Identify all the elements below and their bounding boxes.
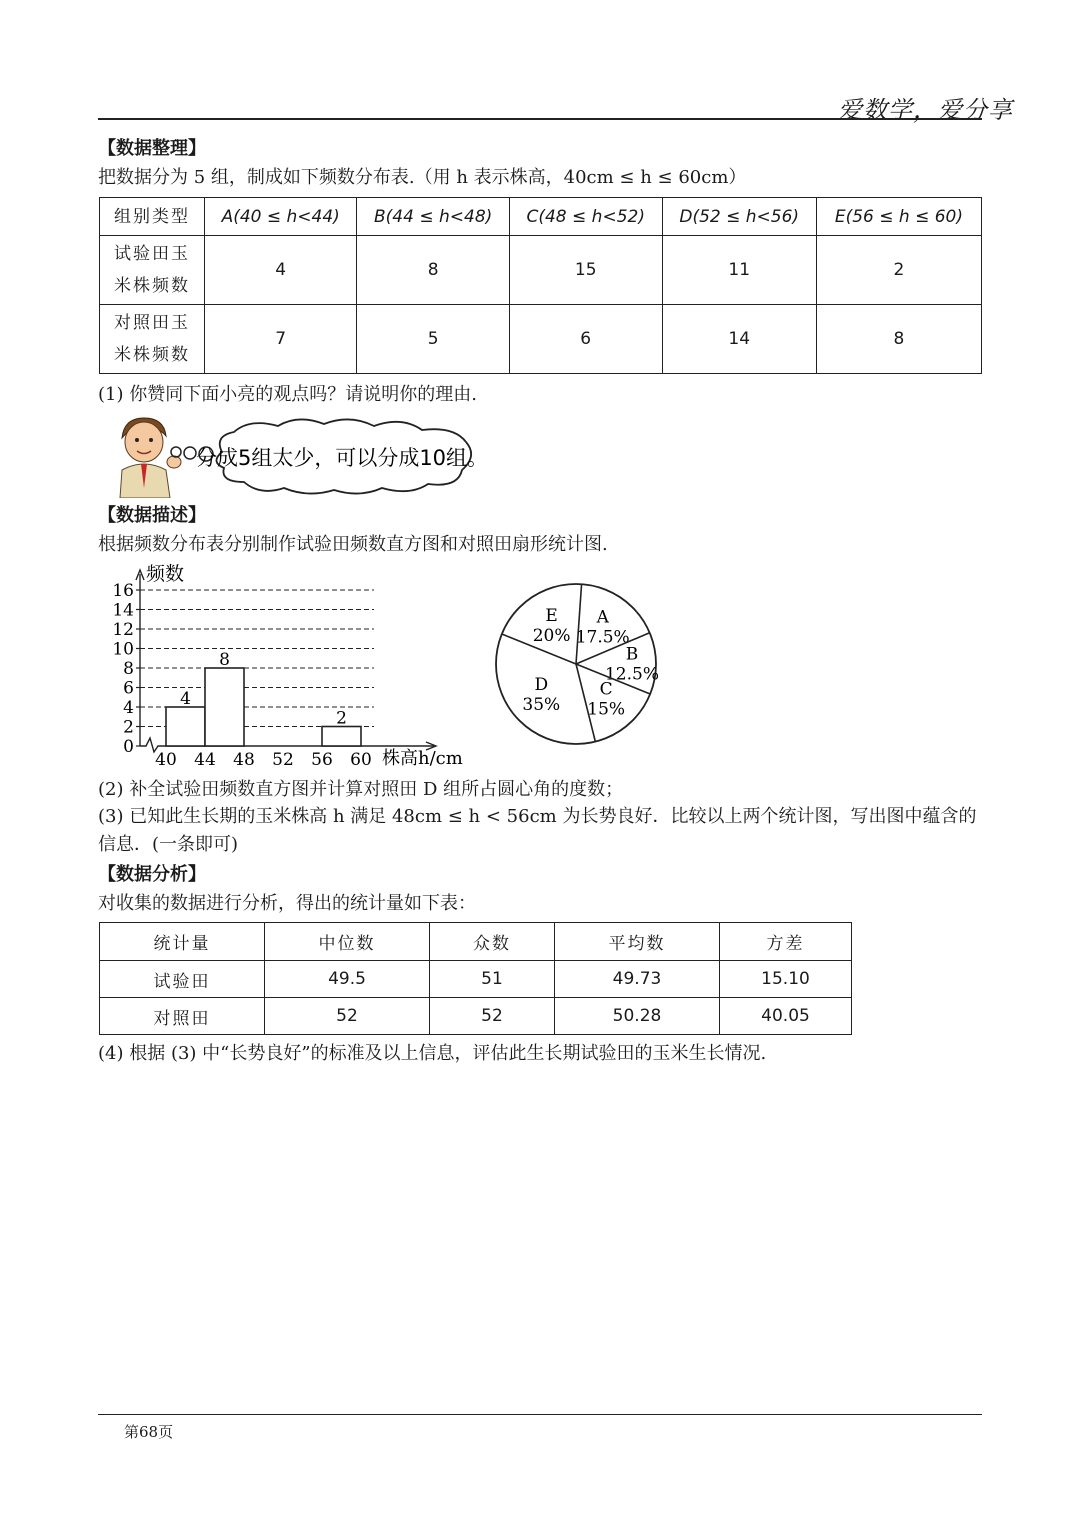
speech-bubble-text: 分成5组太少，可以分成10组。	[195, 446, 489, 470]
frequency-table-col-a: A(40 ≤ h<44)	[205, 198, 357, 236]
table-cell: 15	[509, 236, 662, 305]
pie-chart	[486, 582, 666, 752]
x-tick-label: 44	[194, 750, 216, 770]
pie-slice-percent: 17.5%	[575, 627, 630, 648]
statistics-header-cell: 中位数	[265, 923, 430, 961]
page-number: 第68页	[124, 1423, 174, 1441]
student-bubble-illustration	[110, 412, 490, 498]
row-label-line2: 米株频数	[114, 345, 190, 365]
pie-slice-percent: 35%	[522, 695, 561, 716]
bar-value-label: 2	[336, 708, 347, 729]
frequency-table-col-c: C(48 ≤ h<52)	[509, 198, 662, 236]
statistics-table-row	[100, 998, 852, 1035]
pie-slice-name: C	[599, 679, 613, 700]
section-describe-title: 【数据描述】	[98, 505, 206, 526]
statistics-header-cell: 方差	[720, 923, 852, 961]
section-organize-title: 【数据整理】	[98, 138, 206, 159]
statistics-header-cell: 众数	[430, 923, 555, 961]
row-label-line1: 对照田玉	[114, 313, 190, 333]
statistics-header-cell: 统计量	[100, 923, 265, 961]
question-4: (4) 根据 (3) 中“长势良好”的标准及以上信息，评估此生长期试验田的玉米生长情况.	[98, 1043, 767, 1064]
x-tick-label: 48	[233, 750, 255, 770]
x-tick-label: 56	[311, 750, 333, 770]
y-axis-title: 频数	[146, 563, 185, 585]
pie-slice-name: D	[534, 675, 549, 696]
frequency-table-corner: 组别类型	[100, 198, 205, 236]
x-tick-label: 52	[272, 750, 294, 770]
histogram-bar	[322, 727, 361, 747]
pie-slice-name: B	[625, 644, 639, 665]
frequency-table-col-d: D(52 ≤ h<56)	[662, 198, 816, 236]
y-tick-label: 0	[123, 737, 134, 757]
y-tick-label: 14	[112, 600, 134, 621]
y-tick-label: 2	[123, 717, 134, 738]
statistics-table-header-row	[100, 923, 852, 961]
footer-rule	[98, 1414, 982, 1415]
table-cell: 15.10	[720, 961, 852, 998]
y-tick-label: 12	[112, 620, 134, 640]
histogram-bar	[166, 707, 205, 746]
section-organize-intro: 把数据分为 5 组，制成如下频数分布表.（用 h 表示株高，40cm ≤ h ≤ 60cm）	[98, 167, 747, 188]
section-analyze-intro: 对收集的数据进行分析，得出的统计量如下表：	[98, 893, 476, 914]
table-cell: 8	[357, 236, 509, 305]
question-3-line1: (3) 已知此生长期的玉米株高 h 满足 48cm ≤ h < 56cm 为长势良好．比较以上两个统计图，写出图中蕴含的	[98, 806, 977, 827]
table-cell: 4	[205, 236, 357, 305]
header-motto: 爱数学，爱分享	[838, 96, 1013, 124]
bar-value-label: 8	[219, 650, 230, 670]
frequency-table-col-b: B(44 ≤ h<48)	[357, 198, 509, 236]
frequency-table-row-label	[100, 305, 205, 374]
y-tick-label: 6	[123, 678, 134, 699]
bar-value-label: 4	[180, 689, 191, 709]
table-cell: 7	[205, 305, 357, 374]
table-cell: 49.73	[555, 961, 720, 998]
table-cell: 试验田	[100, 961, 265, 998]
y-tick-label: 16	[112, 581, 134, 601]
statistics-table-row	[100, 961, 852, 998]
table-cell: 50.28	[555, 998, 720, 1035]
table-cell: 49.5	[265, 961, 430, 998]
table-cell: 2	[816, 236, 981, 305]
y-tick-label: 4	[123, 698, 134, 718]
question-1: (1) 你赞同下面小亮的观点吗？请说明你的理由.	[98, 384, 477, 405]
question-3-line2: 信息．(一条即可)	[98, 834, 239, 855]
section-analyze-title: 【数据分析】	[98, 864, 206, 885]
section-describe-intro: 根据频数分布表分别制作试验田频数直方图和对照田扇形统计图.	[98, 534, 608, 555]
question-2: (2) 补全试验田频数直方图并计算对照田 D 组所占圆心角的度数；	[98, 779, 624, 800]
frequency-table-row-label	[100, 236, 205, 305]
table-cell: 51	[430, 961, 555, 998]
table-cell: 40.05	[720, 998, 852, 1035]
table-cell: 52	[430, 998, 555, 1035]
y-tick-label: 10	[112, 639, 134, 660]
header-rule	[98, 118, 982, 120]
table-cell: 52	[265, 998, 430, 1035]
pie-slice-name: E	[545, 605, 558, 626]
statistics-header-cell: 平均数	[555, 923, 720, 961]
frequency-table-row-test	[100, 236, 982, 305]
histogram-chart	[98, 560, 478, 772]
frequency-table-col-e: E(56 ≤ h ≤ 60)	[816, 198, 981, 236]
histogram-bar	[205, 668, 244, 746]
table-cell: 6	[509, 305, 662, 374]
pie-slice-percent: 20%	[532, 625, 571, 646]
pie-slice-percent: 15%	[587, 699, 626, 720]
pie-slice-name: A	[596, 607, 609, 628]
row-label-line2: 米株频数	[114, 276, 190, 296]
x-tick-label: 40	[155, 750, 177, 770]
y-tick-label: 8	[123, 659, 134, 679]
table-cell: 对照田	[100, 998, 265, 1035]
row-label-line1: 试验田玉	[114, 244, 190, 264]
student-icon	[120, 418, 181, 498]
frequency-table	[99, 197, 982, 374]
table-cell: 14	[662, 305, 816, 374]
statistics-table	[99, 922, 852, 1035]
table-cell: 8	[816, 305, 981, 374]
table-cell: 11	[662, 236, 816, 305]
frequency-table-row-control	[100, 305, 982, 374]
pie-slice-percent: 12.5%	[604, 664, 660, 685]
table-cell: 5	[357, 305, 509, 374]
frequency-table-header-row	[100, 198, 982, 236]
x-tick-label: 60	[350, 750, 372, 770]
x-axis-title: 株高h/cm	[382, 748, 463, 769]
